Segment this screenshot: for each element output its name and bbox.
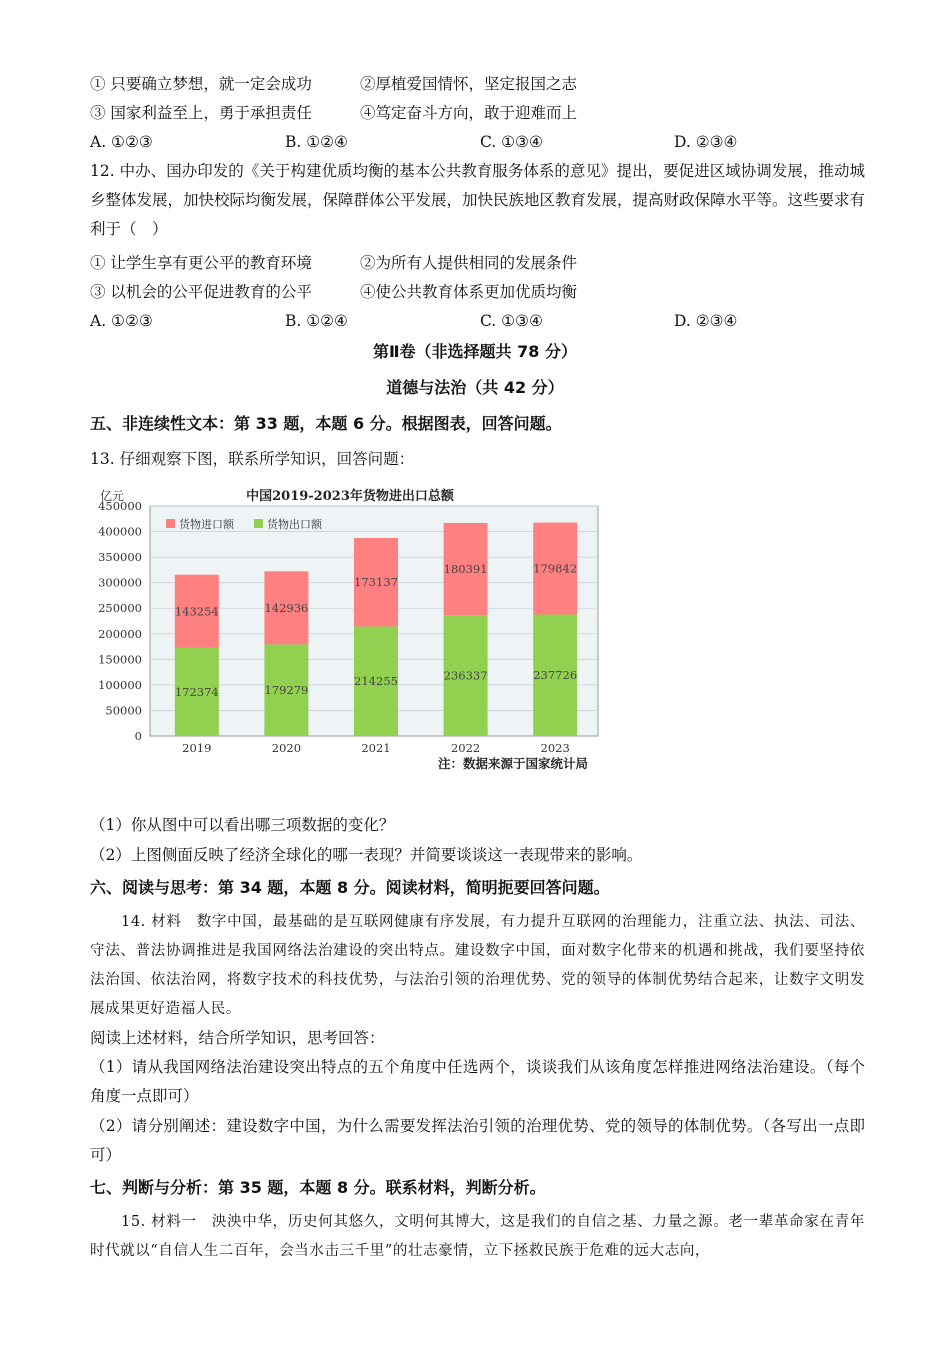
legend-swatch [254,519,263,528]
q14-part2: （2）请分别阐述：建设数字中国，为什么需要发挥法治引领的治理优势、党的领导的体制优势。（各写出一点即可） [90,1117,865,1164]
q11-choice-a: A. ①②③ [90,133,153,151]
q11-option-1: ① 只要确立梦想，就一定会成功 [90,75,312,93]
x-tick-label: 2023 [540,741,570,755]
legend-swatch [166,519,175,528]
x-tick-label: 2022 [450,741,481,755]
y-tick-label: 0 [134,729,142,743]
q12-option-2: ②为所有人提供相同的发展条件 [360,254,578,272]
section7-heading: 七、判断与分析：第 35 题，本题 8 分。联系材料，判断分析。 [90,1178,546,1197]
q11-choice-d: D. ②③④ [674,133,738,151]
data-label: 172374 [174,684,219,699]
section6-heading: 六、阅读与思考：第 34 题，本题 8 分。阅读材料，简明扼要回答问题。 [90,878,610,897]
data-label: 236337 [443,668,488,683]
y-tick-label: 450000 [98,499,142,513]
data-label: 179842 [533,561,578,576]
x-tick-label: 2019 [182,741,212,755]
chart-title: 中国2019-2023年货物进出口总额 [246,489,454,504]
q15-material: 15. 材料一 泱泱中华，历史何其悠久，文明何其博大，这是我们的自信之基、力量之源。老一辈革命家在青年时代就以“自信人生二百年，会当水击三千里”的壮志豪情，立下拯救民族于危难的远大志向， [90,1214,865,1259]
import-export-chart [90,478,600,778]
q12-option-1: ① 让学生享有更公平的教育环境 [90,254,312,272]
y-tick-label: 350000 [98,550,142,565]
y-tick-label: 250000 [98,601,142,616]
q11-choice-b: B. ①②④ [285,133,348,151]
q12-choice-a: A. ①②③ [90,312,153,330]
y-tick-label: 300000 [98,575,142,590]
q13-part1: （1）你从图中可以看出哪三项数据的变化？ [90,816,395,834]
q12-option-4: ④使公共教育体系更加优质均衡 [360,283,578,301]
q14-prompt: 阅读上述材料，结合所学知识，思考回答： [90,1029,385,1047]
q12-stem: 12. 中办、国办印发的《关于构建优质均衡的基本公共教育服务体系的意见》提出，要促进区域协调发展，推动城乡整体发展，加快校际均衡发展，保障群体公平发展，加快民族地区教育发展，提高财政保障水平等。这些要求有利于（ ） [90,162,866,238]
subject-title: 道德与法治（共 42 分） [386,378,564,397]
q13-part2: （2）上图侧面反映了经济全球化的哪一表现？并简要谈谈这一表现带来的影响。 [90,846,643,864]
q11-choice-c: C. ①③④ [480,133,543,151]
data-label: 179279 [264,683,309,698]
q11-option-3: ③ 国家利益至上，勇于承担责任 [90,104,312,122]
data-label: 173137 [354,575,398,590]
q11-option-2: ②厚植爱国情怀，坚定报国之志 [360,75,578,93]
legend-label: 货物出口额 [267,518,322,531]
q12-choice-d: D. ②③④ [674,312,738,330]
y-tick-label: 200000 [98,626,142,641]
y-tick-label: 50000 [105,703,142,718]
x-tick-label: 2021 [361,741,391,755]
legend-label: 货物进口额 [179,518,234,531]
x-tick-label: 2020 [271,741,302,755]
y-tick-label: 150000 [98,652,142,667]
q12-choice-b: B. ①②④ [285,312,348,330]
section5-heading: 五、非连续性文本：第 33 题，本题 6 分。根据图表，回答问题。 [90,414,562,433]
y-tick-label: 100000 [98,677,142,692]
q12-option-3: ③ 以机会的公平促进教育的公平 [90,283,312,301]
y-tick-label: 400000 [98,524,142,539]
q12-choice-c: C. ①③④ [480,312,543,330]
data-label: 214255 [354,674,398,689]
data-label: 143254 [174,604,219,619]
q13-stem: 13. 仔细观察下图，联系所学知识，回答问题： [90,450,415,468]
data-label: 142936 [264,600,309,615]
data-label: 237726 [533,668,578,683]
y-axis-label: 亿元 [100,489,125,503]
part2-title: 第Ⅱ卷（非选择题共 78 分） [373,342,577,361]
q14-part1: （1）请从我国网络法治建设突出特点的五个角度中任选两个，谈谈我们从该角度怎样推进网络法治建设。（每个角度一点即可） [90,1058,865,1105]
chart-note: 注：数据来源于国家统计局 [437,756,588,771]
q11-option-4: ④笃定奋斗方向，敢于迎难而上 [360,104,578,122]
data-label: 180391 [443,562,488,577]
q14-material: 14. 材料 数字中国，最基础的是互联网健康有序发展，有力提升互联网的治理能力，注重立法、执法、司法、守法、普法协调推进是我国网络法治建设的突出特点。建设数字中国，面对数字化带来的机遇和挑战，我们要坚持依法治国、依法治网，将数字技术的科技优势，与法治引领的治理优势、党的领导的体制优势结合起来，让数字文明发展成果更好造福人民。 [90,914,865,1017]
